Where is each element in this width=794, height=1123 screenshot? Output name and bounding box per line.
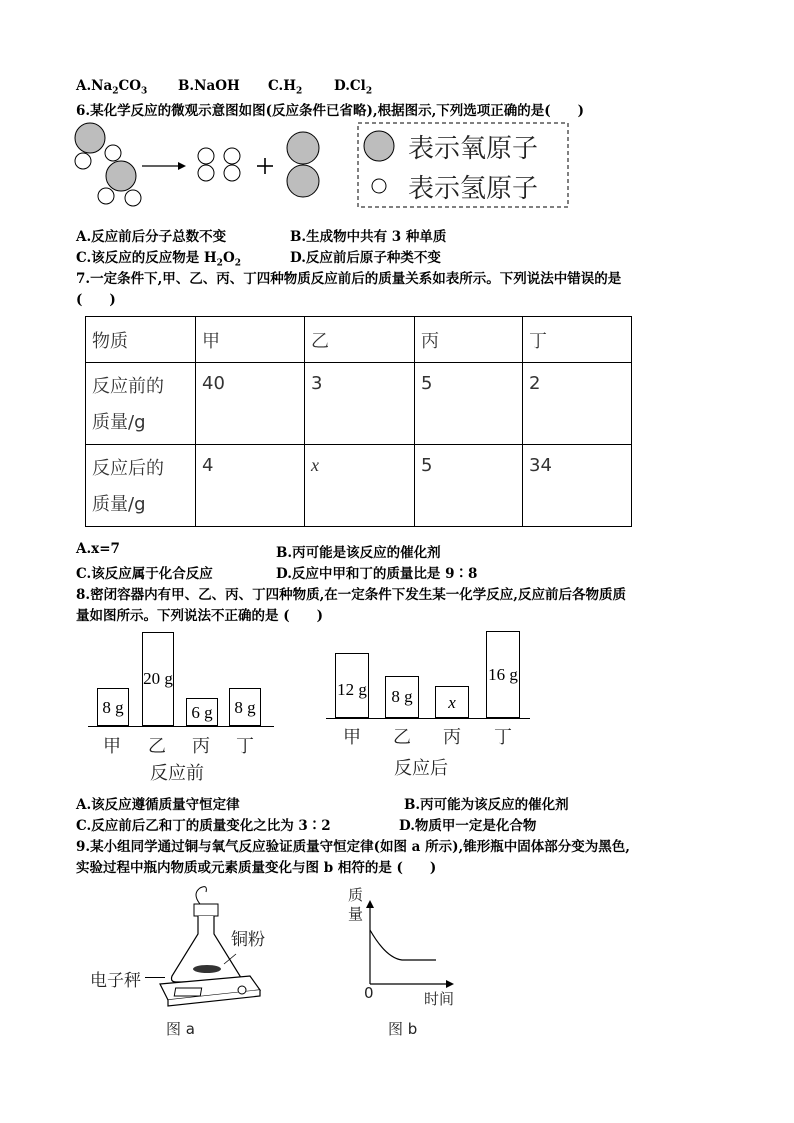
table-header: 物质 [86,317,196,363]
q7-mass-table [85,316,632,527]
q7-option-b: B.丙可能是该反应的催化剂 [276,545,441,561]
bar-before-yi: 20 g [142,632,174,726]
table-cell: 2 [523,363,632,445]
q5-option-b: B.NaOH [178,78,240,94]
q7-option-c: C.该反应属于化合反应 [76,566,213,582]
q8-stem-2: 量如图所示。下列说法不正确的是 ( ) [76,608,323,624]
q8-option-a: A.该反应遵循质量守恒定律 [76,797,240,813]
bar-before-bing: 6 g [186,698,218,726]
hydrogen-atom [125,190,141,206]
x-label: 甲 [103,736,121,757]
hydrogen-atom [98,188,114,204]
q7-stem: 7.一定条件下,甲、乙、丙、丁四种物质反应前后的质量关系如表所示。下列说法中错误的是 [76,271,622,287]
q5-option-d: $D.Cl_2$ [334,78,373,97]
q6-option-b: B.生成物中共有 3 种单质 [290,229,447,245]
q7-option-a: A.x=7 [76,541,120,557]
y-axis-arrow-icon [366,900,374,908]
q7-option-d: D.反应中甲和丁的质量比是 9∶8 [276,566,478,582]
q5-option-a: $A.Na_2CO_3$ [76,78,148,97]
mass-time-graph [366,900,456,990]
bar-before-jia: 8 g [97,688,129,726]
q5-option-c: $C.H_2$ [268,78,303,97]
chart-caption: 反应后 [394,758,448,779]
table-row-label: 反应后的 质量/g [86,445,196,527]
table-header: 丙 [415,317,523,363]
x-label: 甲 [343,727,361,748]
table-header: 甲 [196,317,305,363]
table-cell: 34 [523,445,632,527]
copper-powder-label: 铜粉 [231,930,265,950]
plus-icon [257,158,273,174]
oxygen-atom [75,123,105,153]
q9-stem: 9.某小组同学通过铜与氧气反应验证质量守恒定律(如图 a 所示),锥形瓶中固体部分变为黑色, [76,839,630,855]
oxygen-atom [106,161,136,191]
x-label: 乙 [393,727,411,748]
table-cell: 4 [196,445,305,527]
legend-oxygen-label: 表示氧原子 [408,134,539,164]
x-axis-arrow-icon [446,980,454,988]
bar-after-ding: 16 g [486,631,520,718]
table-row-label: 反应前的 质量/g [86,363,196,445]
hydrogen-atom [75,153,91,169]
q6-option-c: C.该反应的反应物是 $H_2O_2$ [76,250,241,269]
curve [370,930,436,960]
q9-stem-2: 实验过程中瓶内物质或元素质量变化与图 b 相符的是 ( ) [76,860,437,876]
bar-after-jia: 12 g [335,653,369,718]
origin-label: 0 [364,984,374,1002]
q8-option-b: B.丙可能为该反应的催化剂 [404,797,569,813]
x-label: 丙 [192,736,210,757]
baseline [326,718,530,719]
q6-option-d: D.反应前后原子种类不变 [290,250,441,266]
table-cell: 3 [305,363,415,445]
y-label: 质 [348,886,364,904]
arrow-icon [142,162,186,170]
hydrogen-atom [105,145,121,161]
bar-after-yi: 8 g [385,676,419,718]
table-cell: 5 [415,445,523,527]
legend-hydrogen-label: 表示氢原子 [408,174,539,204]
y-label: 量 [348,905,364,923]
x-label: 时间 [424,990,455,1008]
q8-option-c: C.反应前后乙和丁的质量变化之比为 3∶2 [76,818,331,834]
x-label: 乙 [148,736,166,757]
q6-stem: 6.某化学反应的微观示意图如图(反应条件已省略),根据图示,下列选项正确的是( ) [76,103,585,119]
chart-caption: 反应前 [150,763,204,784]
q8-stem: 8.密闭容器内有甲、乙、丙、丁四种物质,在一定条件下发生某一化学反应,反应前后各物质质 [76,587,626,603]
table-header: 丁 [523,317,632,363]
bar-before-ding: 8 g [229,688,261,726]
q7-stem-paren: ( ) [76,292,116,308]
baseline [88,726,274,727]
q8-option-d: D.物质甲一定是化合物 [399,818,537,834]
q6-option-a: A.反应前后分子总数不变 [76,229,227,245]
x-label: 丙 [443,727,461,748]
table-cell: 40 [196,363,305,445]
x-label: 丁 [236,736,254,757]
bar-after-bing: x [435,686,469,718]
x-label: 丁 [494,727,512,748]
copper-powder-icon [193,965,221,973]
table-cell: 5 [415,363,523,445]
table-header: 乙 [305,317,415,363]
scale-label: 电子秤 [90,971,141,991]
figure-b-caption: 图 b [388,1020,418,1038]
table-cell: x [305,445,415,527]
figure-a-caption: 图 a [166,1020,195,1038]
stopper-icon [194,904,218,916]
